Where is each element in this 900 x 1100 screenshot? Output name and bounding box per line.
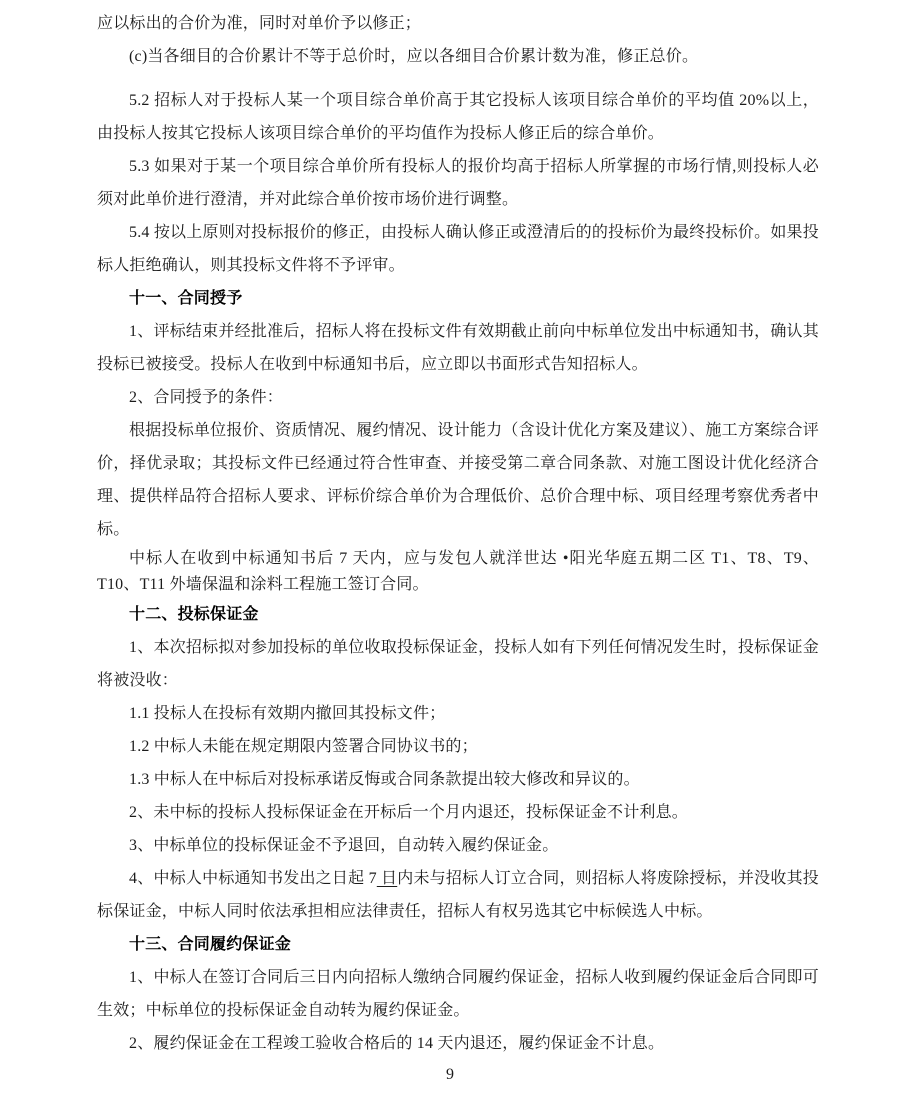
paragraph: 中标人在收到中标通知书后 7 天内，应与发包人就洋世达 •阳光华庭五期二区 T1、T8、T9、T10、T11 外墙保温和涂料工程施工签订合同。	[97, 550, 819, 593]
paragraph: 应以标出的合价为准，同时对单价予以修正；	[97, 15, 422, 32]
paragraph: 2、履约保证金在工程竣工验收合格后的 14 天内退还，履约保证金不计息。	[129, 1035, 665, 1052]
paragraph	[97, 862, 819, 928]
paragraph: 3、中标单位的投标保证金不予退回，自动转入履约保证金。	[129, 837, 559, 854]
document-body	[97, 7, 819, 1060]
paragraph: 5.3 如果对于某一个项目综合单价所有投标人的报价均高于招标人所掌握的市场行情,则投标人必须对此单价进行澄清，并对此综合单价按市场价进行调整。	[97, 158, 819, 208]
page-number: 9	[446, 1066, 454, 1083]
paragraph: 1、本次招标拟对参加投标的单位收取投标保证金，投标人如有下列任何情况发生时，投标保证金将被没收：	[97, 639, 819, 689]
section-heading: 十三、合同履约保证金	[129, 936, 292, 953]
paragraph: 根据投标单位报价、资质情况、履约情况、设计能力（含设计优化方案及建议）、施工方案综合评价，择优录取；其投标文件已经通过符合性审查、并接受第二章合同条款、对施工图设计优化经济合理、提供样品符合招标人要求、评标价综合单价为合理低价、总价合理中标、项目经理考察优秀者中标。	[97, 422, 819, 538]
paragraph: 1、评标结束并经批准后，招标人将在投标文件有效期截止前向中标单位发出中标通知书，确认其投标已被接受。投标人在收到中标通知书后，应立即以书面形式告知招标人。	[97, 323, 819, 373]
paragraph: 1.3 中标人在中标后对投标承诺反悔或合同条款提出较大修改和异议的。	[129, 771, 640, 788]
paragraph: 1.1 投标人在投标有效期内撤回其投标文件；	[129, 705, 446, 722]
paragraph: (c)当各细目的合价累计不等于总价时，应以各细目合价累计数为准，修正总价。	[129, 48, 699, 65]
section-heading: 十一、合同授予	[129, 290, 243, 307]
paragraph: 1.2 中标人未能在规定期限内签署合同协议书的；	[129, 738, 478, 755]
section-heading: 十二、投标保证金	[129, 606, 259, 623]
paragraph: 1、中标人在签订合同后三日内向招标人缴纳合同履约保证金，招标人收到履约保证金后合同即可生效；中标单位的投标保证金自动转为履约保证金。	[97, 969, 819, 1019]
paragraph: 5.2 招标人对于投标人某一个项目综合单价高于其它投标人该项目综合单价的平均值 20%以上，由投标人按其它投标人该项目综合单价的平均值作为投标人修正后的综合单价。	[97, 92, 819, 142]
paragraph: 2、合同授予的条件：	[129, 389, 284, 406]
underlined-text: 日	[376, 870, 398, 887]
text-segment: 内未与招标人订立合同，则招标人将废除授标，并没收其投标保证金，中标人同时依法承担相应法律责任，招标人有权另选其它中标候选人中标。	[97, 870, 820, 920]
paragraph: 5.4 按以上原则对投标报价的修正，由投标人确认修正或澄清后的的投标价为最终投标价。如果投标人拒绝确认，则其投标文件将不予评审。	[97, 224, 819, 274]
paragraph: 2、未中标的投标人投标保证金在开标后一个月内退还，投标保证金不计利息。	[129, 804, 689, 821]
text-segment: 4、中标人中标通知书发出之日起 7	[129, 870, 377, 887]
